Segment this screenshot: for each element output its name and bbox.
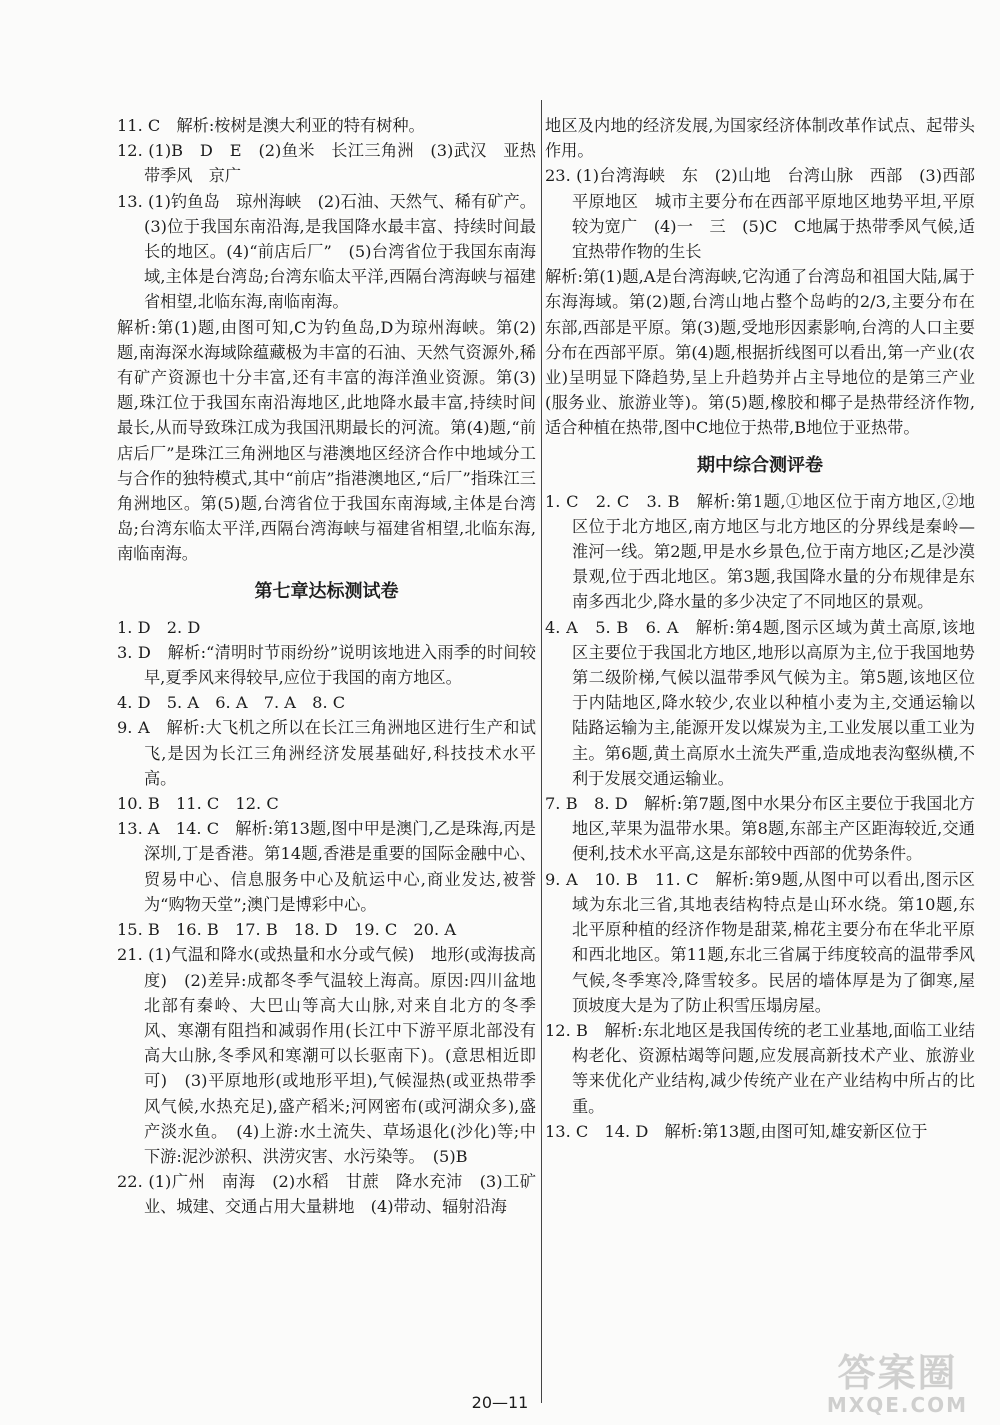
section-title-ch7: 第七章达标测试卷 [254,580,399,602]
entry-l13: 13. (1)钓鱼岛 琼州海峡 (2)石油、天然气、稀有矿产。(3)位于我国东南沿海,是我国降水最丰富、持续时间最长的地区。(4)“前店后厂” (5)台湾省位于我国东南海域,主体是台湾岛;台湾东临太平洋,西隔台湾海峡与福建省相望,北临东海,南临南海。 [117,191,536,312]
entry-l11: 11. C 解析:桉树是澳大利亚的特有树种。 [117,116,425,135]
entry-mid-7: 7. B 8. D 解析:第7题,图中水果分布区主要位于我国北方地区,苹果为温带水果。第8题,东部主产区距海较近,交通便利,技术水平高,这是东部较中西部的优势条件。 [545,794,975,864]
entry-ch7-1: 1. D 2. D [117,617,201,637]
entry-mid-4: 4. A 5. B 6. A 解析:第4题,图示区域为黄土高原,该地区主要位于我国北方地区,地形以高原为主,位于我国地势第二级阶梯,气候以温带季风气候为主。第5题,该地区位于内陆地区,降水较少,农业以种植小麦为主,交通运输以陆路运输为主,能源开发以煤炭为主,工业发展以重工业为主。第6题,黄土高原水土流失严重,造成地表沟壑纵横,不利于发展交通运输业。 [545,617,975,788]
entry-l12: 12. (1)B D E (2)鱼米 长江三角洲 (3)武汉 亚热带季风 京广 [117,141,536,186]
page-number: 20—11 [471,1393,529,1412]
entry-mid-12: 12. B 解析:东北地区是我国传统的老工业基地,面临工业结构老化、资源枯竭等问题,应发展高新技术产业、旅游业等来优化产业结构,减少传统产业在产业结构中所占的比重。 [545,1020,975,1116]
left-column [117,113,536,1220]
entry-ch7-21: 21. (1)气温和降水(或热量和水分或气候) 地形(或海拔高度) (2)差异:成都冬季气温较上海高。原因:四川盆地北部有秦岭、大巴山等高大山脉,对来自北方的冬季风、寒潮有阻挡和减弱作用(长江中下游平原北部没有高大山脉,冬季风和寒潮可以长驱南下)。(意思相近即可) (3)平原地形(或地形平坦),气候湿热(或亚热带季风气候,水热充足),盛产稻米;河网密布(或河湖众多),盛产淡水鱼。 (4)上游:水土流失、草场退化(沙化)等;中下游:泥沙淤积、洪涝灾害、水污染等。 (5)B [117,945,536,1166]
entry-ch7-10: 10. B 11. C 12. C [117,794,279,814]
entry-ch7-15: 15. B 16. B 17. B 18. D 19. C 20. A [117,920,457,940]
entry-mid-1: 1. C 2. C 3. B 解析:第1题,①地区位于南方地区,②地区位于北方地区,南方地区与北方地区的分界线是秦岭—淮河一线。第2题,甲是水乡景色,位于南方地区;乙是沙漠景观,位于西北地区。第3题,我国降水量的分布规律是东南多西北少,降水量的多少决定了不同地区的景观。 [545,491,975,612]
entry-r22-cont: 地区及内地的经济发展,为国家经济体制改革作试点、起带头作用。 [545,116,975,161]
entry-ch7-4: 4. D 5. A 6. A 7. A 8. C [117,693,346,713]
watermark-sub-text: MXQE.COM [826,1393,969,1417]
watermark-logo [800,1352,995,1422]
entry-l13-analysis: 解析:第(1)题,由图可知,C为钓鱼岛,D为琼州海峡。第(2)题,南海深水海域除蕴藏极为丰富的石油、天然气资源外,稀有矿产资源也十分丰富,还有丰富的海洋渔业资源。第(3)题,珠江位于我国东南沿海地区,此地降水最丰富,持续时间最长,从而导致珠江成为我国汛期最长的河流。第(4)题,“前店后厂”是珠江三角洲地区与港澳地区经济合作中地域分工与合作的独特模式,其中“前店”指港澳地区,“后厂”指珠江三角洲地区。第(5)题,台湾省位于我国东南海域,主体是台湾岛;台湾东临太平洋,西隔台湾海峡与福建省相望,北临东海,南临南海。 [117,317,536,564]
entry-ch7-9: 9. A 解析:大飞机之所以在长江三角洲地区进行生产和试飞,是因为长江三角洲经济发展基础好,科技技术水平高。 [117,718,536,788]
section-title-midterm: 期中综合测评卷 [697,454,823,476]
entry-ch7-22: 22. (1)广州 南海 (2)水稻 甘蔗 降水充沛 (3)工矿业、城建、交通占用大量耕地 (4)带动、辐射沿海 [117,1172,536,1217]
entry-mid-9: 9. A 10. B 11. C 解析:第9题,从图中可以看出,图示区域为东北三省,其地表结构特点是山环水绕。第10题,东北平原种植的经济作物是甜菜,棉花主要分布在华北平原和西北地区。第11题,东北三省属于纬度较高的温带季风气候,冬季寒冷,降雪较多。民居的墙体厚是为了御寒,屋顶坡度大是为了防止积雪压塌房屋。 [545,869,975,1015]
entry-ch7-13: 13. A 14. C 解析:第13题,图中甲是澳门,乙是珠海,丙是深圳,丁是香港。第14题,香港是重要的国际金融中心、贸易中心、信息服务中心及航运中心,商业发达,被誉为“购物天堂”;澳门是博彩中心。 [117,819,536,914]
watermark-main-text: 答案圈 [837,1351,958,1395]
entry-r23-analysis: 解析:第(1)题,A是台湾海峡,它沟通了台湾岛和祖国大陆,属于东海海域。第(2)题,台湾山地占整个岛屿的2/3,主要分布在东部,西部是平原。第(3)题,受地形因素影响,台湾的人口主要分布在西部平原。第(4)题,根据折线图可以看出,第一产业(农业)呈明显下降趋势,呈上升趋势并占主导地位的是第三产业(服务业、旅游业等)。第(5)题,橡胶和椰子是热带经济作物,适合种植在热带,图中C地位于热带,B地位于亚热带。 [545,267,975,438]
right-column [541,100,975,1403]
entry-ch7-3: 3. D 解析:“清明时节雨纷纷”说明该地进入雨季的时间较早,夏季风来得较早,应位于我国的南方地区。 [117,642,536,688]
entry-mid-13: 13. C 14. D 解析:第13题,由图可知,雄安新区位于 [545,1121,928,1141]
entry-r23: 23. (1)台湾海峡 东 (2)山地 台湾山脉 西部 (3)西部平原地区 城市主要分布在西部平原地区地势平坦,平原较为宽广 (4)一 三 (5)C C地属于热带季风气候,适宜热带作物的生长 [545,166,975,262]
